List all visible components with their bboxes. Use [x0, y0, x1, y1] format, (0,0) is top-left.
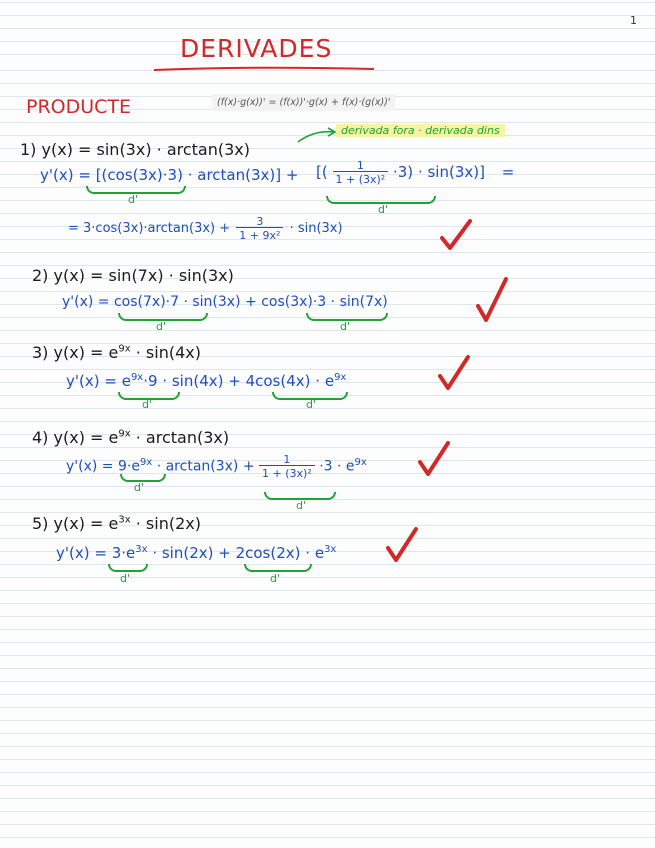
ex5-function-exponent: 3x: [118, 514, 131, 526]
ex4-derivative: [66, 454, 367, 479]
ex5-d-marker-2: d': [270, 572, 281, 585]
title-underline: [150, 64, 380, 74]
ex4-d-marker-1: d': [134, 481, 145, 494]
ex2-function: y(x) = sin(7x) · sin(3x): [53, 266, 234, 285]
ex1-number: 1): [20, 140, 37, 159]
ex5-term-1a: 3·e: [111, 544, 136, 562]
ex3-term-4a: · e: [315, 372, 335, 390]
ex2-d-marker-1: d': [156, 320, 167, 333]
ex1-fraction-numerator: 1: [356, 159, 364, 172]
ex5-checkmark-icon: [384, 526, 420, 566]
ex5-brace-2: [244, 564, 312, 572]
ex3-function-a: y(x) = e: [53, 343, 119, 362]
ex3-d-marker-1: d': [142, 398, 153, 411]
ex2-number: 2): [32, 266, 49, 285]
ex3-lhs: y'(x) =: [66, 372, 117, 390]
ex2-term-3: cos(3x)·3: [261, 294, 327, 310]
ex1-bracket-close: ·3): [393, 163, 414, 181]
ex4-fraction-denominator: 1 + (3x)²: [259, 465, 315, 479]
ex4-function-b: · arctan(3x): [135, 428, 230, 447]
ex3-term-4-exponent: 9x: [334, 372, 347, 383]
page-number: 1: [630, 14, 637, 27]
ex3-number: 3): [32, 343, 49, 362]
ex1-derivative: [40, 166, 298, 184]
ex5-term-4-exponent: 3x: [324, 544, 337, 555]
ex1-lhs: y'(x) =: [40, 166, 91, 184]
ex2-term-2: · sin(3x) +: [183, 294, 257, 310]
ex1-term-arctan: · arctan(3x)] +: [187, 166, 299, 184]
annotation-arrow: [296, 124, 340, 146]
ex1-fraction-denominator: 1 + (3x)²: [333, 171, 389, 185]
ex2-checkmark-icon: [474, 276, 510, 326]
ex4-problem: [32, 428, 229, 447]
ex2-problem: [32, 266, 234, 285]
annotation-note: derivada fora · derivada dins: [336, 124, 505, 137]
ex4-fraction-numerator: 1: [283, 453, 291, 466]
ex3-function-exponent: 9x: [118, 343, 131, 355]
ex3-problem: [32, 343, 201, 362]
ex5-brace-1: [108, 564, 148, 572]
ex4-term-2: · arctan(3x) +: [156, 458, 255, 475]
ex1-term-sin: · sin(3x)]: [417, 163, 485, 181]
ex1-simplified-b: · sin(3x): [289, 221, 343, 236]
ex5-function-b: · sin(2x): [135, 514, 201, 533]
ex3-term-1a: e: [121, 372, 131, 390]
ex3-term-1b: ·9: [143, 372, 158, 390]
ex2-lhs: y'(x) =: [62, 294, 110, 310]
ex5-term-4a: · e: [305, 544, 325, 562]
ex1-d-marker-1: d': [128, 193, 139, 206]
ex3-term-2: · sin(4x) +: [162, 372, 241, 390]
ex4-fraction: [259, 454, 315, 479]
ex1-simplified: [68, 216, 343, 241]
ex4-number: 4): [32, 428, 49, 447]
ex5-derivative: [56, 544, 336, 562]
ex4-function-a: y(x) = e: [53, 428, 119, 447]
ex1-bracket-open: [(: [316, 163, 328, 181]
ex2-term-4: · sin(7x): [330, 294, 388, 310]
ex5-lhs: y'(x) =: [56, 544, 107, 562]
section-heading: PRODUCTE: [26, 96, 132, 118]
ex1-checkmark-icon: [438, 218, 474, 254]
ex2-term-1: cos(7x)·7: [113, 294, 180, 310]
ex3-derivative: [66, 372, 346, 390]
ex3-function-b: · sin(4x): [135, 343, 201, 362]
ex1-derivative-part2: [316, 160, 514, 185]
ex1-simplified-numerator: 3: [256, 215, 264, 228]
ex1-d-marker-2: d': [378, 203, 389, 216]
ex1-term-outer-derivative: [(cos(3x)·3): [95, 166, 183, 184]
ex1-fraction: [333, 160, 389, 185]
ex4-term-1a: 9·e: [117, 458, 140, 475]
ex1-equals: =: [501, 163, 515, 181]
ex1-simplified-denominator: 1 + 9x²: [236, 227, 283, 241]
ex1-simplified-fraction: [236, 216, 283, 241]
ex5-number: 5): [32, 514, 49, 533]
ex5-term-2: · sin(2x) +: [152, 544, 231, 562]
ex4-checkmark-icon: [416, 440, 452, 480]
ex5-function-a: y(x) = e: [53, 514, 119, 533]
ex4-function-exponent: 9x: [118, 428, 131, 440]
ex5-d-marker-1: d': [120, 572, 131, 585]
ex4-lhs: y'(x) =: [66, 458, 114, 475]
ex5-term-3: 2cos(2x): [235, 544, 301, 562]
ex1-problem: [20, 140, 250, 159]
ex4-d-marker-2: d': [296, 499, 307, 512]
ex2-d-marker-2: d': [340, 320, 351, 333]
ex1-simplified-a: = 3·cos(3x)·arctan(3x) +: [68, 221, 231, 236]
ex3-checkmark-icon: [436, 354, 472, 394]
ex3-term-3: 4cos(4x): [245, 372, 311, 390]
ex3-d-marker-2: d': [306, 398, 317, 411]
ex2-derivative: [62, 294, 388, 310]
ex4-term-4a: ·3 · e: [319, 458, 355, 475]
ex5-problem: [32, 514, 201, 533]
product-rule-formula: (f(x)·g(x))' = (f(x))'·g(x) + f(x)·(g(x))': [212, 94, 395, 111]
page-title: DERIVADES: [180, 34, 333, 63]
ex1-function: y(x) = sin(3x) · arctan(3x): [41, 140, 251, 159]
ex5-term-1-exponent: 3x: [135, 544, 148, 555]
ex3-term-1-exponent: 9x: [130, 372, 144, 383]
ex4-term-1-exponent: 9x: [139, 456, 153, 468]
ex4-term-4-exponent: 9x: [354, 456, 367, 468]
